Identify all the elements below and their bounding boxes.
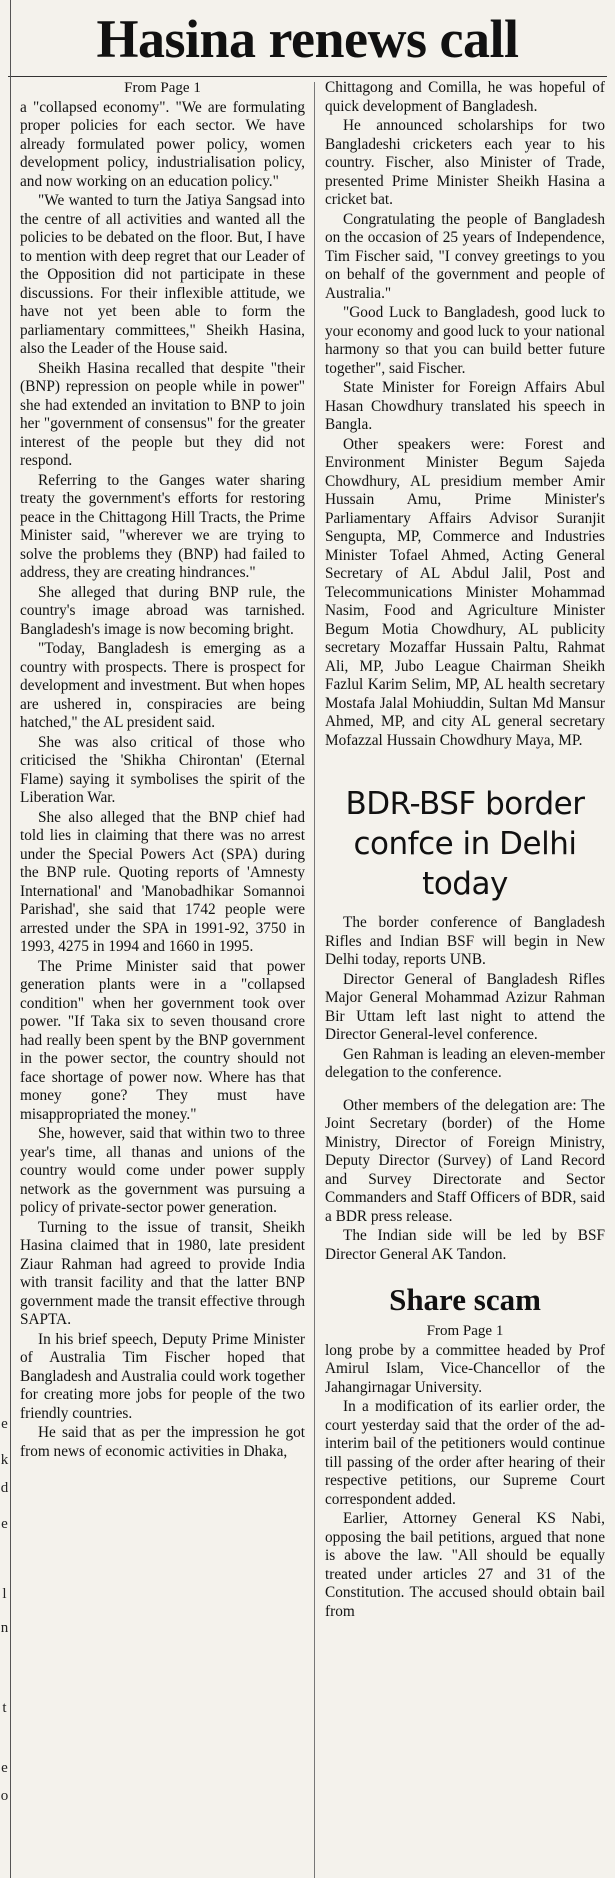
story-paragraph: Sheikh Hasina recalled that despite "their (BNP) repression on people while in power" she had extended an invitation to BNP to join her "government of consensus" for the greater interest of the people but they did not respond.	[20, 359, 305, 469]
bdr-paragraph: Gen Rahman is leading an eleven-member delegation to the conference.	[325, 1045, 605, 1081]
story-paragraph: He announced scholarships for two Bangladeshi cricketers each year to his country. Fischer, also Minister of Trade, presented Prime Minister Sheikh Hasina a cricket bat.	[325, 117, 605, 208]
story-paragraph: She, however, said that within two to three year's time, all thanas and unions of the country would come under power supply network as the government was pursuing a policy of private-sector power generation.	[20, 1125, 305, 1216]
edge-fragment: e	[1, 1416, 8, 1432]
story-paragraph: The Prime Minister said that power generation plants were in a "collapsed condition" when her government took over power. "If Taka six to seven thousand crore had really been spent by the BNP government in the power sector, the country should not face shortage of power now. Where has that money gone? They must have misappropriated the money."	[20, 957, 305, 1123]
story-paragraph: She was also critical of those who criticised the 'Shikha Chirontan' (Eternal Flame) saying it symbolises the spirit of the Liberation War.	[20, 733, 305, 806]
edge-fragment: e	[1, 1516, 8, 1532]
story-paragraph: State Minister for Foreign Affairs Abul Hasan Chowdhury translated his speech in Bangla.	[325, 379, 605, 433]
edge-fragment: t	[2, 1700, 7, 1716]
continuation-kicker: From Page 1	[426, 1323, 504, 1339]
story-paragraph: In his brief speech, Deputy Prime Minister of Australia Tim Fischer hoped that Bangladesh and Australia could work together for creating more jobs for people of the two friendly countries.	[20, 1330, 305, 1422]
story-paragraph: Congratulating the people of Bangladesh on the occasion of 25 years of Independence, Tim Fischer said, "I convey greetings to you on behalf of the government and people of Australia."	[325, 210, 605, 302]
bdr-paragraph: The Indian side will be led by BSF Director General AK Tandon.	[325, 1227, 605, 1263]
story-paragraph: "Good Luck to Bangladesh, good luck to your economy and good luck to your national harmony so that you can build better future together", said Fischer.	[325, 304, 605, 377]
column-divider	[314, 82, 315, 1878]
share-paragraph: Earlier, Attorney General KS Nabi, opposing the bail petitions, argued that none is above the law. "All should be equally treated under articles 27 and 31 of the Constitution. The accused should obtain bail from	[325, 1510, 605, 1620]
main-story-left-column	[20, 79, 305, 1461]
story-paragraph: Other speakers were: Forest and Environment Minister Begum Sajeda Chowdhury, AL presidium member Amir Hussain Amu, Prime Minister's Parliamentary Affairs Advisor Suranjit Sengupta, MP, Commerce and Industries Minister Tofael Ahmed, Acting General Secretary of AL Abdul Jalil, Post and Telecommunications Minister Mohammad Nasim, Food and Agriculture Minister Begum Motia Chowdhury, AL publicity secretary Mozaffar Hussain Paltu, Rahmat Ali, MP, Jubo League Chairman Sheikh Fazlul Karim Selim, MP, AL health secretary Mostafa Jalal Mohiuddin, Sultan Md Mansur Ahmed, MP, and city AL general secretary Mofazzal Hussain Chowdhury Maya, MP.	[325, 435, 605, 749]
story-paragraph: Chittagong and Comilla, he was hopeful of quick development of Bangladesh.	[325, 79, 605, 115]
paragraph-gap	[325, 1083, 605, 1097]
story-paragraph: "Today, Bangladesh is emerging as a country with prospects. There is prospect for development and investment. But when hopes are ushered in, conspiracies are being hatched," the AL president said.	[20, 640, 305, 731]
edge-fragment: k	[0, 1452, 9, 1468]
edge-fragment: e	[1, 1760, 8, 1776]
bdr-paragraph: Director General of Bangladesh Rifles Major General Mohammad Azizur Rahman Bir Uttam left last night to attend the Director General-level conference.	[325, 970, 605, 1043]
share-scam-headline: Share scam	[389, 1282, 541, 1317]
edge-fragment: o	[0, 1788, 9, 1804]
edge-fragment: d	[0, 1480, 9, 1496]
headline: Hasina renews call	[96, 9, 519, 69]
edge-fragment: l	[2, 1586, 7, 1602]
continuation-kicker: From Page 1	[124, 80, 201, 96]
edge-fragment: n	[0, 1620, 9, 1636]
bdr-headline: BDR-BSF border confce in Delhi today	[345, 786, 585, 902]
left-edge-rule	[10, 0, 11, 1878]
story-paragraph: a "collapsed economy". "We are formulating proper policies for each sector. We have already formulated power policy, women development policy, industrialisation policy, and now working on an education policy."	[20, 98, 305, 190]
story-paragraph: He said that as per the impression he got from news of economic activities in Dhaka,	[20, 1424, 305, 1460]
story-paragraph: "We wanted to turn the Jatiya Sangsad into the centre of all activities and wanted all the policies to be debated on the floor. But, I have to mention with deep regret that our Leader of the Opposition did not participate in these discussions. For their inflexible attitude, we have not yet been able to form the parliamentary committees," Sheikh Hasina, also the Leader of the House said.	[20, 192, 305, 357]
bdr-paragraph: Other members of the delegation are: The Joint Secretary (border) of the Home Ministry, Director of Foreign Ministry, Deputy Director (Survey) of Land Record and Survey Directorate and Sector Commanders and Staff Officers of BDR, said a BDR press release.	[325, 1096, 605, 1225]
share-paragraph: long probe by a committee headed by Prof Amirul Islam, Vice-Chancellor of the Jahangirnagar University.	[325, 1341, 605, 1396]
right-column	[325, 79, 605, 1621]
share-paragraph: In a modification of its earlier order, the court yesterday said that the order of the ad-interim bail of the petitioners would continue till passing of the order after hearing of their respective petitions, our Supreme Court correspondent added.	[325, 1398, 605, 1508]
story-paragraph: Referring to the Ganges water sharing treaty the government's efforts for restoring peace in the Chittagong Hill Tracts, the Prime Minister said, "wherever we are trying to solve the problems they (BNP) had failed to address, they are creating hindrances."	[20, 471, 305, 581]
story-paragraph: Turning to the issue of transit, Sheikh Hasina claimed that in 1980, late president Ziaur Rahman had agreed to provide India with transit facility and that the latter BNP government made the transit effective through SAPTA.	[20, 1218, 305, 1328]
headline-rule	[8, 76, 607, 77]
story-paragraph: She alleged that during BNP rule, the country's image abroad was tarnished. Bangladesh's image is now becoming bright.	[20, 583, 305, 638]
story-paragraph: She also alleged that the BNP chief had told lies in claiming that there was no arrest under the Special Powers Act (SPA) during the BNP rule. Quoting reports of 'Amnesty International' and 'Manobadhikar Somannoi Parishad', she said that 1742 people were arrested under the SPA in 1991-92, 3750 in 1993, 4275 in 1994 and 1660 in 1995.	[20, 808, 305, 955]
bdr-paragraph: The border conference of Bangladesh Rifles and Indian BSF will begin in New Delhi today, reports UNB.	[325, 914, 605, 968]
